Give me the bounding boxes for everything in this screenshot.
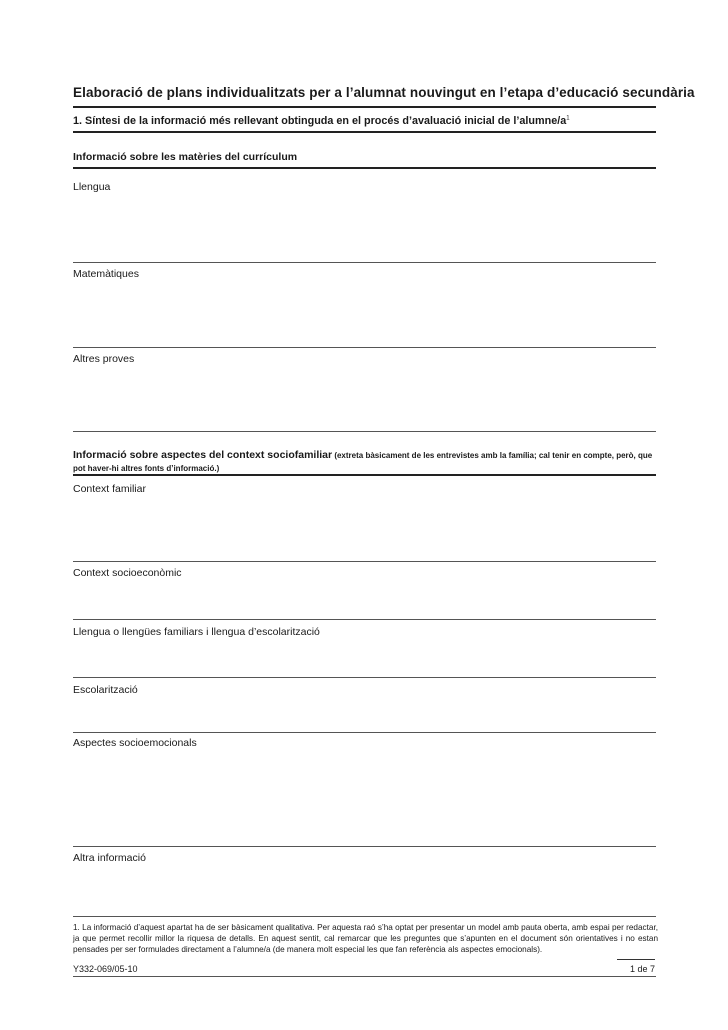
bottom-rule — [73, 976, 656, 977]
section-1-heading: 1. Síntesi de la informació més rellevant obtinguda en el procés d’avaluació inicial de $l’alumne/a^1$ — [73, 115, 570, 127]
field-matematiques[interactable]: Matemàtiques — [73, 268, 139, 280]
field-escolaritzacio[interactable]: Escolarització — [73, 684, 138, 696]
section-1-rule — [73, 131, 656, 133]
footnote: 1. La informació d’aquest apartat ha de ser bàsicament qualitativa. Per aquesta raó s’ha optat per presentar un model amb pauta oberta, amb espai per redactar, ja que permet recollir millor la riquesa de detalls. En aquest sentit, cal remarcar que les preguntes que s’apunten en el document són orientatives i no estan pensades per ser formulades directament a l’alumne/a (de manera molt especial les que fan referència als aspectes emocionals). — [73, 923, 658, 954]
field-divider — [73, 262, 656, 263]
context-header: Informació sobre aspectes del context sociofamiliar (extreta bàsicament de les entrevistes amb la família; cal tenir en compte, però, que pot haver-hi altres fonts d’informació.) — [73, 449, 653, 473]
field-divider — [73, 677, 656, 678]
curriculum-header: Informació sobre les matèries del currículum — [73, 151, 298, 163]
field-divider — [73, 561, 656, 562]
field-llengua[interactable]: Llengua — [73, 181, 111, 193]
context-header-rule — [73, 474, 656, 476]
field-divider — [73, 347, 656, 348]
footnote-ref: 1 — [566, 115, 570, 122]
field-divider — [73, 732, 656, 733]
field-altres-proves[interactable]: Altres proves — [73, 353, 135, 365]
form-code: Y332-069/05-10 — [73, 964, 138, 974]
document-title: Elaboració de plans individualitzats per a l’alumnat nouvingut en l’etapa d’educació secundària — [73, 85, 695, 100]
field-divider — [73, 431, 656, 432]
curriculum-header-rule — [73, 167, 656, 169]
field-altra-informacio[interactable]: Altra informació — [73, 852, 146, 864]
field-context-familiar[interactable]: Context familiar — [73, 483, 146, 495]
field-llengues-familiars[interactable]: Llengua o llengües familiars i llengua d’escolarització — [73, 626, 320, 638]
field-aspectes-socioemocionals[interactable]: Aspectes socioemocionals — [73, 737, 197, 749]
footnote-rule — [73, 916, 656, 917]
field-divider — [73, 619, 656, 620]
title-rule — [73, 106, 656, 108]
page-number-rule — [617, 959, 655, 960]
page-number: 1 de 7 — [629, 964, 655, 974]
field-divider — [73, 846, 656, 847]
field-context-socioeconomic[interactable]: Context socioeconòmic — [73, 567, 182, 579]
